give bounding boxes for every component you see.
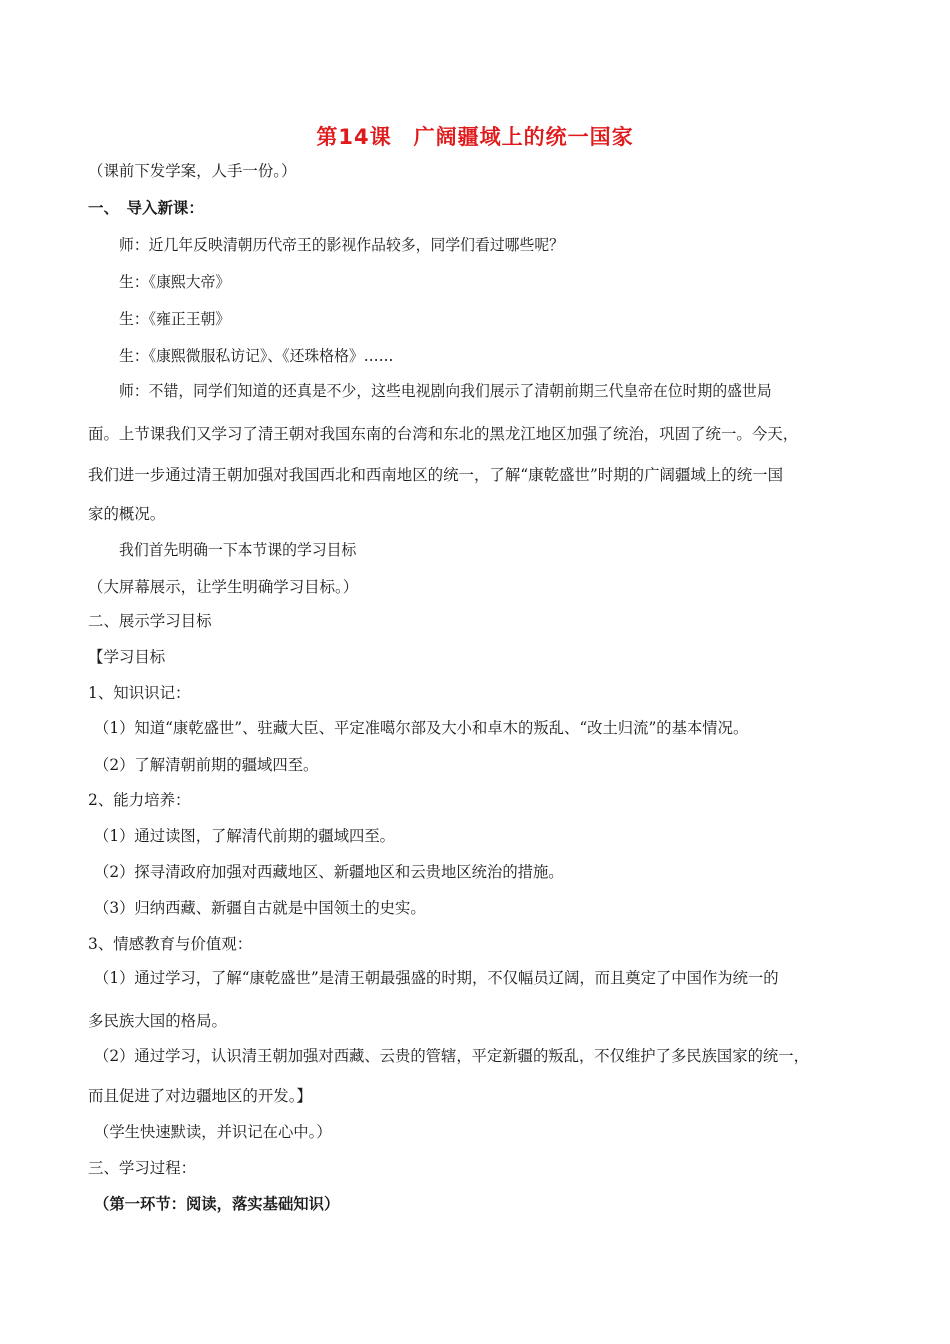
goals-heading: 【学习目标 [88, 648, 166, 666]
goal-category: 3、情感教育与价值观： [88, 935, 253, 953]
dialogue-student-2: 生：《雍正王朝》 [119, 310, 231, 328]
note-screen: （大屏幕展示，让学生明确学习目标。） [88, 578, 359, 596]
goal-item: （3）归纳西藏、新疆自古就是中国领土的史实。 [94, 899, 426, 917]
goal-category: 1、知识识记： [88, 684, 191, 702]
lesson-title: 第14课 广阔疆域上的统一国家 [316, 125, 634, 149]
step-heading: （第一环节：阅读，落实基础知识） [94, 1194, 340, 1213]
dialogue-teacher-question: 师：近几年反映清朝历代帝王的影视作品较多，同学们看过哪些呢？ [119, 236, 565, 254]
note-handout: （课前下发学案，人手一份。） [88, 162, 297, 180]
goal-item: （2）探寻清政府加强对西藏地区、新疆地区和云贵地区统治的措施。 [94, 863, 564, 881]
goal-category: 2、能力培养： [88, 791, 191, 809]
goal-item-continued: 多民族大国的格局。 [88, 1012, 227, 1030]
goal-item: （2）通过学习，认识清王朝加强对西藏、云贵的管辖，平定新疆的叛乱，不仅维护了多民族国家的统一， [94, 1047, 809, 1065]
paragraph-line: 我们首先明确一下本节课的学习目标 [119, 541, 357, 559]
section-heading-process: 三、学习过程： [88, 1159, 197, 1177]
dialogue-student-3: 生：《康熙微服私访记》、《还珠格格》…… [119, 347, 394, 365]
goal-item: （1）知道“康乾盛世”、驻藏大臣、平定准噶尔部及大小和卓木的叛乱、“改土归流”的基本情况。 [94, 719, 749, 737]
section-heading-intro: 一、 导入新课： [88, 198, 204, 217]
paragraph-line: 家的概况。 [88, 505, 166, 523]
section-heading-goals: 二、展示学习目标 [88, 612, 212, 630]
goal-item: （1）通过学习，了解“康乾盛世”是清王朝最强盛的时期，不仅幅员辽阔，而且奠定了中国作为统一的 [94, 969, 779, 987]
goal-item-continued: 而且促进了对边疆地区的开发。】 [88, 1087, 312, 1105]
note-student-reading: （学生快速默读，并识记在心中。） [94, 1123, 332, 1141]
goal-item: （2）了解清朝前期的疆域四至。 [94, 756, 319, 774]
paragraph-line: 我们进一步通过清王朝加强对我国西北和西南地区的统一，了解“康乾盛世”时期的广阔疆域上的统一国 [88, 466, 784, 484]
paragraph-line: 面。上节课我们又学习了清王朝对我国东南的台湾和东北的黑龙江地区加强了统治，巩固了统一。今天， [88, 425, 799, 443]
dialogue-student-1: 生：《康熙大帝》 [119, 273, 231, 291]
goal-item: （1）通过读图，了解清代前期的疆域四至。 [94, 827, 396, 845]
dialogue-teacher-reply: 师：不错，同学们知道的还真是不少，这些电视剧向我们展示了清朝前期三代皇帝在位时期的盛世局 [119, 382, 772, 400]
